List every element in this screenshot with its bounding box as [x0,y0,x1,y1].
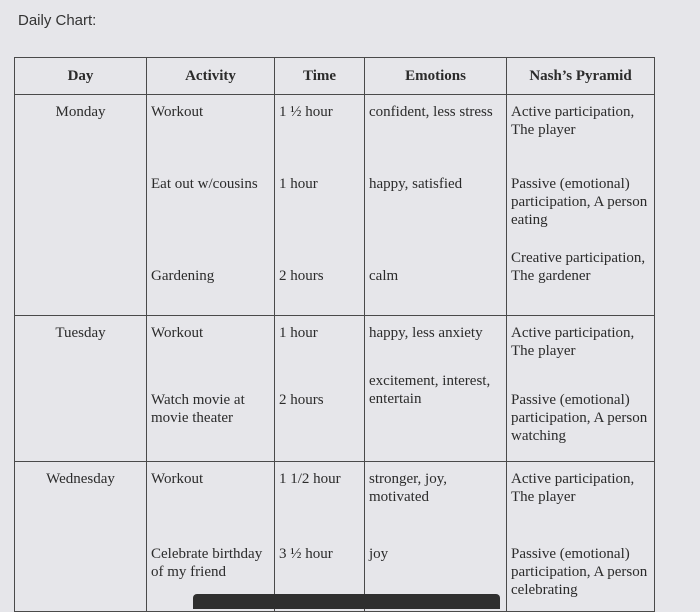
page-title: Daily Chart: [18,12,97,29]
emotions-entry: happy, satisfied [369,176,463,192]
time-cell [275,462,365,612]
pyramid-cell [507,462,655,612]
time-cell [275,316,365,462]
day-cell: Monday [15,95,147,316]
table-row [15,316,655,462]
activity-entry: Workout [151,325,204,341]
emotions-entry: excitement, interest, entertain [369,373,491,407]
activity-entry: Workout [151,104,204,120]
emotions-cell [365,316,507,462]
header-time: Time [275,58,365,95]
pyramid-cell [507,316,655,462]
day-cell: Wednesday [15,462,147,612]
daily-chart-table [14,57,655,612]
day-cell: Tuesday [15,316,147,462]
time-entry: 1 hour [279,325,318,341]
activity-cell [147,462,275,612]
header-emotions: Emotions [365,58,507,95]
pyramid-entry: Active participation, The player [511,104,635,138]
table-row [15,462,655,612]
emotions-entry: confident, less stress [369,104,493,120]
time-entry: 1 1/2 hour [279,471,341,487]
time-entry: 3 ½ hour [279,546,333,562]
time-entry: 1 hour [279,176,318,192]
emotions-entry: joy [369,546,389,562]
activity-cell [147,316,275,462]
header-pyramid: Nash’s Pyramid [507,58,655,95]
activity-entry: Watch movie at movie theater [151,392,245,426]
emotions-cell [365,95,507,316]
table-row [15,95,655,316]
activity-entry: Workout [151,471,204,487]
header-day: Day [15,58,147,95]
activity-entry: Gardening [151,268,215,284]
time-entry: 1 ½ hour [279,104,333,120]
activity-cell [147,95,275,316]
time-entry: 2 hours [279,268,324,284]
pyramid-cell [507,95,655,316]
emotions-entry: calm [369,268,399,284]
activity-entry: Celebrate birthday of my friend [151,546,263,580]
pyramid-entry: Active participation, The player [511,471,635,505]
activity-entry: Eat out w/cousins [151,176,258,192]
pyramid-entry: Active participation, The player [511,325,635,359]
time-cell [275,95,365,316]
emotions-entry: happy, less anxiety [369,325,483,341]
pyramid-entry: Passive (emotional) participation, A person watching [511,392,648,444]
pyramid-entry: Passive (emotional) participation, A person celebrating [511,546,648,598]
pyramid-entry: Passive (emotional) participation, A person eating [511,176,648,228]
header-activity: Activity [147,58,275,95]
time-entry: 2 hours [279,392,324,408]
emotions-cell [365,462,507,612]
bottom-overlay-bar [193,594,500,609]
header-row [15,58,655,95]
emotions-entry: stronger, joy, motivated [369,471,447,505]
pyramid-entry: Creative participation, The gardener [511,250,646,284]
